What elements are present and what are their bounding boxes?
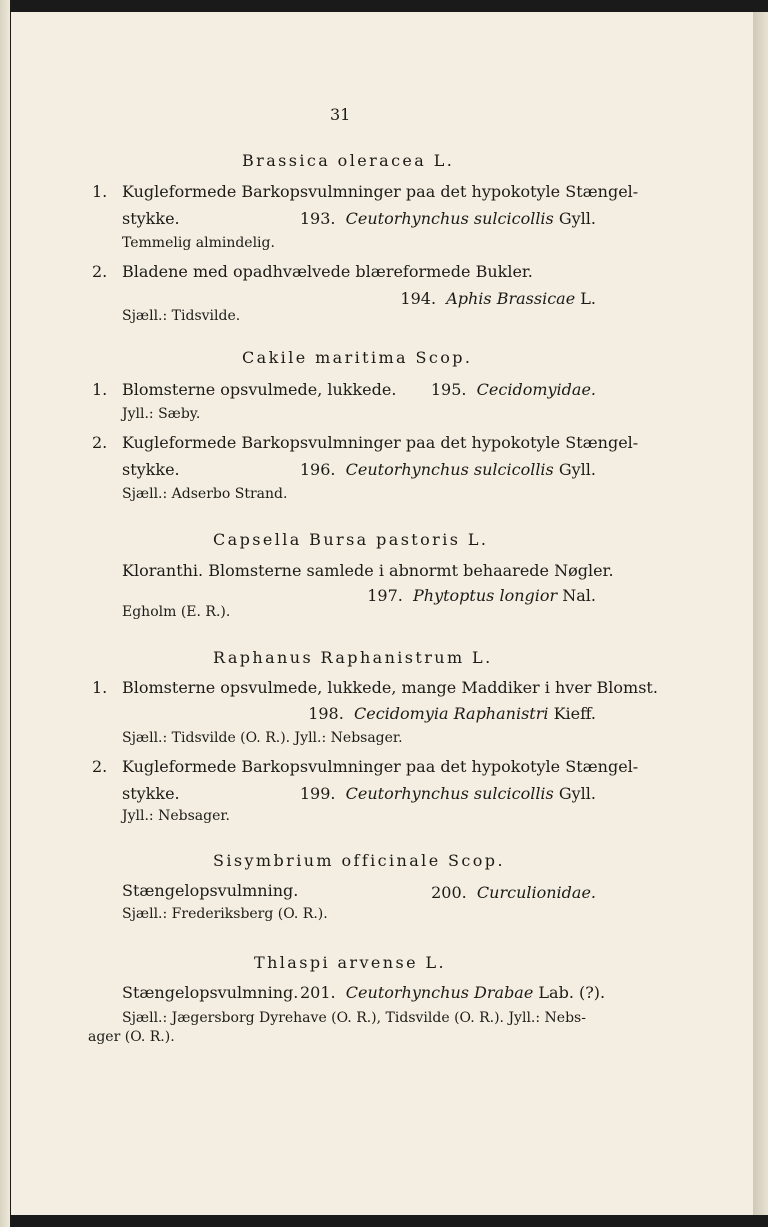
taxon-author: Gyll. [558, 209, 596, 228]
taxon-species: sulcicollis [473, 209, 554, 228]
entry-taxon [300, 985, 604, 1001]
entry-locality: Sjæll.: Tidsvilde (O. R.). Jyll.: Nebsager. [122, 730, 403, 746]
entry-ref-number: 196. [299, 460, 336, 479]
taxon-genus: Ceutorhynchus [345, 784, 469, 803]
entry-locality: Egholm (E. R.). [122, 604, 231, 620]
page-edge [753, 12, 768, 1215]
entry-taxon [270, 211, 596, 227]
entry-number: 2. [92, 433, 108, 452]
entry-locality: Sjæll.: Tidsvilde. [122, 308, 241, 324]
taxon-genus: Phytoptus [413, 586, 495, 605]
entry-number: 1. [92, 182, 108, 201]
entry-ref-number: 194. [400, 289, 437, 308]
entry-locality-cont: ager (O. R.). [88, 1029, 175, 1045]
taxon-author: Kieff. [553, 704, 596, 723]
entry-taxon [400, 885, 596, 901]
entry-description: Stængelopsvulmning. [122, 983, 299, 1002]
entry-description: Bladene med opadhvælvede blæreformede Bukler. [122, 262, 533, 281]
entry-ref-number: 201. [300, 983, 336, 1002]
entry-description-cont: stykke. [122, 209, 180, 228]
entry-description: Kugleformede Barkopsvulmninger paa det hypokotyle Stængel- [122, 433, 639, 452]
entry-locality: Jyll.: Nebsager. [122, 808, 230, 824]
entry-locality: Jyll.: Sæby. [122, 406, 201, 422]
entry-locality: Temmelig almindelig. [122, 235, 275, 251]
taxon-genus: Ceutorhynchus [345, 460, 469, 479]
section-heading: Capsella Bursa pastoris L. [213, 530, 489, 549]
entry-taxon [270, 291, 596, 307]
entry-description-cont: stykke. [122, 460, 180, 479]
entry-description: Kloranthi. Blomsterne samlede i abnormt behaarede Nøgler. [122, 561, 614, 580]
entry-description-cont: stykke. [122, 784, 180, 803]
taxon-author: Nal. [562, 586, 596, 605]
taxon-species: Drabae [474, 983, 534, 1002]
entry-locality: Sjæll.: Jægersborg Dyrehave (O. R.), Tidsvilde (O. R.). Jyll.: Nebs- [122, 1010, 586, 1026]
taxon-genus: Ceutorhynchus [345, 209, 469, 228]
taxon-genus: Cecidomyia [353, 704, 449, 723]
entry-description: Blomsterne opsvulmede, lukkede. [122, 380, 397, 399]
entry-description: Kugleformede Barkopsvulmninger paa det hypokotyle Stængel- [122, 182, 639, 201]
entry-locality: Sjæll.: Frederiksberg (O. R.). [122, 906, 328, 922]
entry-number: 1. [92, 380, 108, 399]
entry-description: Stængelopsvulmning. [122, 881, 299, 900]
entry-ref-number: 195. [430, 380, 467, 399]
page-number: 31 [330, 105, 351, 124]
taxon-species: Raphanistri [453, 704, 549, 723]
section-heading: Sisymbrium officinale Scop. [213, 851, 505, 870]
taxon-genus: Ceutorhynchus [345, 983, 469, 1002]
entry-taxon [270, 786, 596, 802]
entry-ref-number: 198. [308, 704, 344, 723]
taxon-species: sulcicollis [473, 460, 554, 479]
section-heading: Cakile maritima Scop. [242, 348, 473, 367]
entry-ref-number: 197. [367, 586, 403, 605]
section-heading: Thlaspi arvense L. [254, 953, 446, 972]
section-heading: Brassica oleracea L. [242, 151, 455, 170]
entry-description: Kugleformede Barkopsvulmninger paa det hypokotyle Stængel- [122, 757, 639, 776]
entry-number: 2. [92, 262, 108, 281]
taxon-genus: Aphis [446, 289, 492, 308]
taxon-author: Gyll. [558, 784, 596, 803]
taxon-author: Lab. (?). [538, 983, 606, 1002]
page-gutter [0, 0, 10, 1227]
taxon-genus: Curculionidae. [476, 883, 596, 902]
entry-ref-number: 199. [299, 784, 336, 803]
taxon-author: Gyll. [558, 460, 596, 479]
taxon-author: L. [580, 289, 596, 308]
entry-description: Blomsterne opsvulmede, lukkede, mange Maddiker i hver Blomst. [122, 678, 658, 697]
entry-ref-number: 200. [431, 883, 467, 902]
taxon-species: sulcicollis [473, 784, 554, 803]
entry-number: 2. [92, 757, 108, 776]
entry-taxon [330, 588, 596, 604]
entry-taxon [270, 462, 596, 478]
taxon-genus: Cecidomyidae. [476, 380, 596, 399]
entry-number: 1. [92, 678, 108, 697]
entry-taxon [400, 382, 596, 398]
entry-ref-number: 193. [299, 209, 336, 228]
section-heading: Raphanus Raphanistrum L. [213, 648, 493, 667]
entry-taxon [290, 706, 596, 722]
taxon-species: longior [499, 586, 558, 605]
entry-locality: Sjæll.: Adserbo Strand. [122, 486, 288, 502]
taxon-species: Brassicae [496, 289, 576, 308]
